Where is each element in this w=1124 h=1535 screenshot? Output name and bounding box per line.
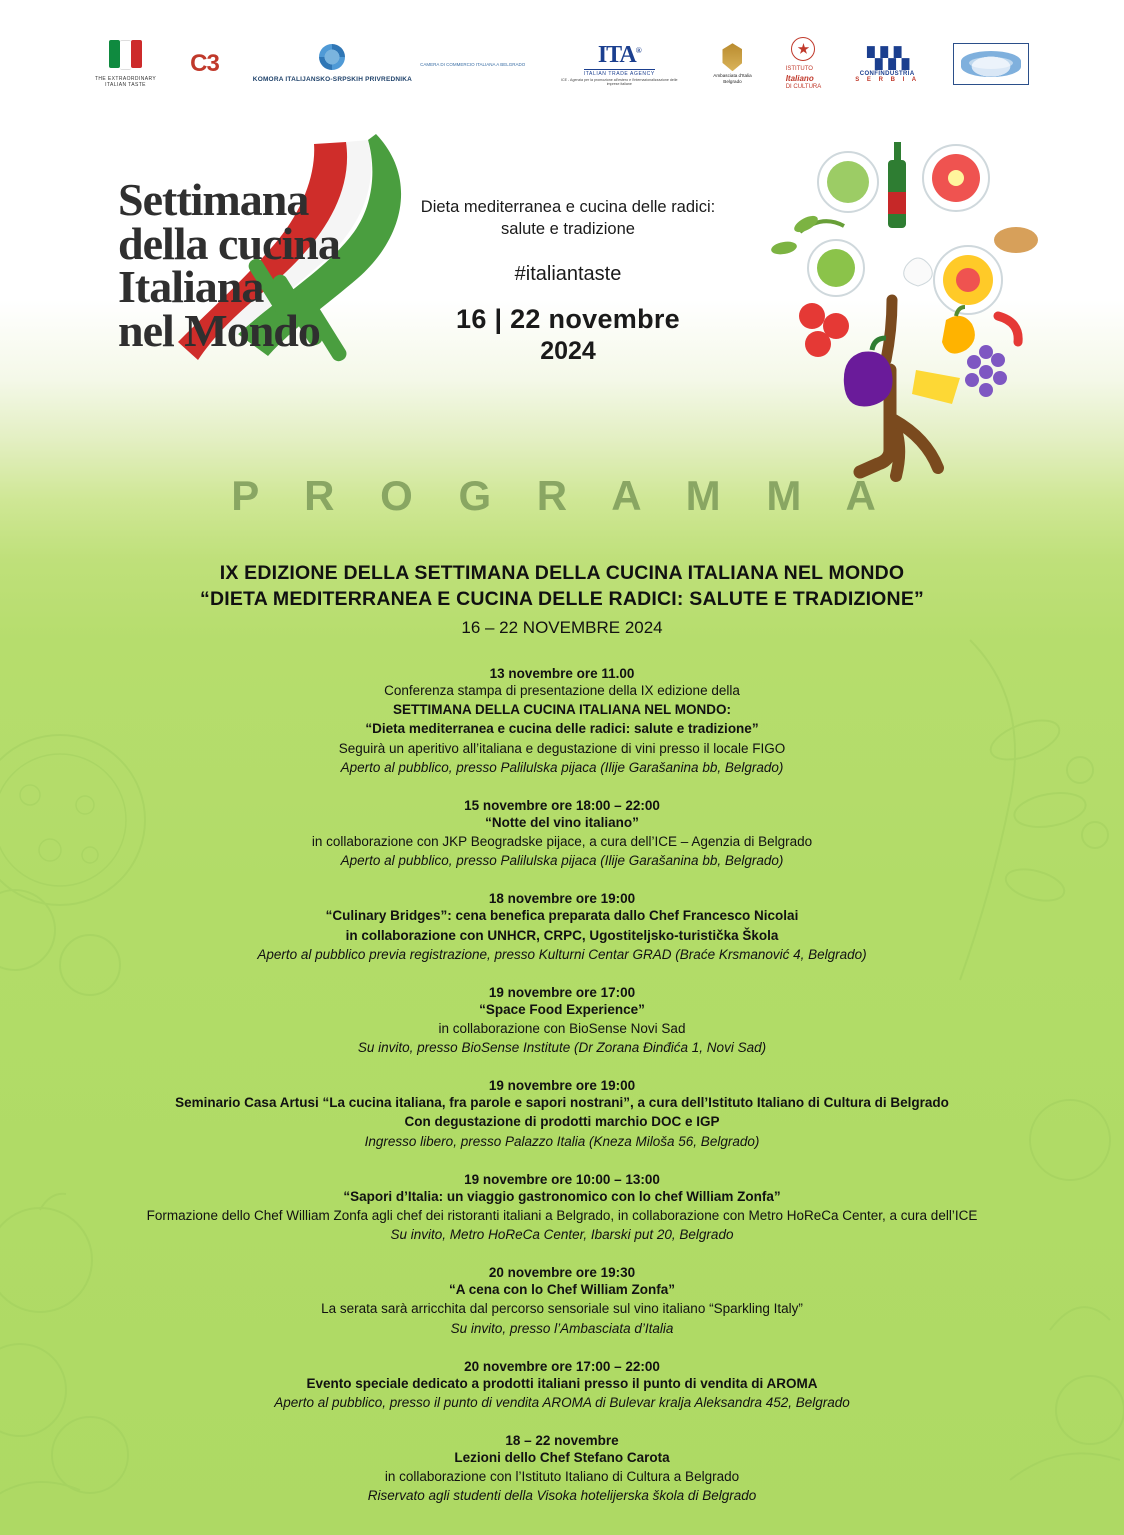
confindustria-icon: ▚▚▚ (867, 47, 908, 70)
event-line: Lezioni dello Chef Stefano Carota (454, 1450, 670, 1466)
program-body (62, 560, 1062, 1527)
event-item (62, 891, 1062, 963)
event-datetime: 19 novembre ore 10:00 – 13:00 (464, 1171, 660, 1187)
event-item (62, 1359, 1062, 1412)
partner-logo-box (953, 43, 1029, 85)
event-datetime: 18 – 22 novembre (505, 1433, 619, 1449)
komora-italijansko-srpskih-privrednika-logo (253, 44, 412, 84)
event-line: SETTIMANA DELLA CUCINA ITALIANA NEL MONDO: (393, 702, 731, 718)
event-datetime: 13 novembre ore 11.00 (489, 666, 635, 682)
claim-line-2: salute e tradizione (501, 220, 635, 239)
event-line: “Notte del vino italiano” (485, 814, 639, 830)
event-line: in collaborazione con UNHCR, CRPC, Ugostiteljsko-turistička Škola (345, 927, 779, 943)
event-item (62, 1078, 1062, 1150)
title-line-4: nel Mondo (118, 305, 320, 357)
event-venue: Su invito, presso BioSense Institute (Dr Zorana Đinđića 1, Novi Sad) (357, 1040, 767, 1056)
c3-logo (190, 50, 219, 78)
event-line: Seminario Casa Artusi “La cucina italiana, fra parole e sapori nostrani”, a cura dell’Istituto Italiano di Cultura di Belgrado (175, 1095, 949, 1111)
event-datetime: 20 novembre ore 17:00 – 22:00 (464, 1358, 660, 1374)
event-line: Seguirà un aperitivo all’italiana e degustazione di vini presso il locale FIGO (338, 740, 786, 756)
ambasciata-italia-belgrado-logo (713, 43, 751, 84)
iic-line1: ISTITUTO (785, 66, 813, 72)
republic-emblem-icon (722, 43, 742, 71)
event-datetime: 20 novembre ore 19:30 (488, 1265, 636, 1281)
confindustria-subtitle: S E R B I A (855, 76, 920, 83)
intro-line-2: “DIETA MEDITERRANEA E CUCINA DELLE RADICI: SALUTE E TRADIZIONE” (200, 588, 924, 611)
italian-taste-flag-logo (95, 40, 156, 89)
event-line: “A cena con lo Chef William Zonfa” (449, 1282, 675, 1298)
title-line-2: della cucina (118, 217, 340, 269)
event-venue: Aperto al pubblico, presso Palilulska pijaca (Ilije Garašanina bb, Belgrado) (340, 759, 784, 775)
iic-text (786, 66, 822, 91)
event-venue: Su invito, presso l’Ambasciata d’Italia (450, 1320, 674, 1336)
event-item (62, 666, 1062, 777)
hashtag: #italiantaste (514, 262, 622, 285)
event-dates: 16 | 22 novembre (456, 303, 680, 334)
italian-taste-logo-caption: THE EXTRAORDINARY ITALIAN TASTE (94, 75, 157, 88)
event-datetime: 19 novembre ore 19:00 (488, 1078, 636, 1094)
event-venue: Su invito, Metro HoReCa Center, Ibarski put 20, Belgrado (390, 1227, 734, 1243)
event-datetime: 15 novembre ore 18:00 – 22:00 (464, 797, 660, 813)
ita-wordmark: ITA® (597, 41, 641, 68)
c3-logo-mark: C3 (190, 50, 219, 77)
event-item (62, 798, 1062, 870)
food-tree-artwork (740, 120, 1070, 520)
event-line: “Sapori d’Italia: un viaggio gastronomico con lo chef William Zonfa” (343, 1188, 781, 1204)
event-line: “Culinary Bridges”: cena benefica preparata dallo Chef Francesco Nicolai (325, 908, 799, 924)
event-line: “Space Food Experience” (479, 1001, 645, 1017)
embassy-caption: Ambasciata d'Italia Belgrado (713, 73, 752, 84)
event-line: in collaborazione con JKP Beogradske pijace, a cura dell’ICE – Agenzia di Belgrado (311, 834, 813, 850)
event-venue: Aperto al pubblico, presso Palilulska pijaca (Ilije Garašanina bb, Belgrado) (340, 853, 784, 869)
event-item (62, 1265, 1062, 1337)
italian-flag-icon (109, 40, 143, 74)
title-line-1: Settimana (118, 174, 309, 225)
title-line-3: Italiana (118, 261, 264, 313)
ita-legal-text: ICE - Agenzia per la promozione all'estero e l'internazionalizzazione delle imprese italiane (561, 77, 678, 86)
event-venue: Aperto al pubblico, presso il punto di vendita AROMA di Bulevar kralja Aleksandra 452, Belgrado (274, 1394, 850, 1410)
intro-line-3: 16 – 22 NOVEMBRE 2024 (461, 617, 663, 637)
event-venue: Ingresso libero, presso Palazzo Italia (Kneza Miloša 56, Belgrado) (364, 1133, 760, 1149)
intro-line-1: IX EDIZIONE DELLA SETTIMANA DELLA CUCINA ITALIANA NEL MONDO (219, 562, 905, 584)
chamber-of-commerce-subtitle: CAMERA DI COMMERCIO ITALIANA A BELGRADO (420, 61, 526, 67)
event-item (62, 1172, 1062, 1244)
claim-line-1: Dieta mediterranea e cucina delle radici: (420, 198, 716, 216)
chamber-of-commerce-icon (319, 44, 345, 70)
istituto-italiano-di-cultura-logo (786, 37, 822, 91)
programma-heading: P R O G R A M M A (231, 472, 893, 519)
event-datetime: 18 novembre ore 19:00 (488, 891, 636, 907)
ita-word-text: ITA (597, 41, 636, 68)
event-line: “Dieta mediterranea e cucina delle radici: salute e tradizione” (365, 721, 759, 737)
ice-italian-trade-agency-logo (559, 42, 679, 87)
event-line: La serata sarà arricchita dal percorso sensoriale sul vino italiano “Sparkling Italy” (321, 1301, 803, 1317)
event-venue: Riservato agli studenti della Visoka hotelijerska škola di Belgrado (367, 1488, 757, 1504)
confindustria-serbia-logo (855, 46, 919, 83)
header-claim-block (418, 196, 718, 366)
confindustria-title: CONFINDUSTRIA (859, 70, 915, 77)
ita-subtitle: ITALIAN TRADE AGENCY (583, 70, 655, 77)
event-datetime: 19 novembre ore 17:00 (488, 984, 636, 1000)
event-line: Formazione dello Chef William Zonfa agli chef dei ristoranti italiani a Belgrado, in collaborazione con Metro HoReCa Center, a cura dell’ICE (146, 1207, 978, 1223)
iic-line3: DI CULTURA (785, 83, 822, 90)
event-venue: Aperto al pubblico previa registrazione, presso Kulturni Centar GRAD (Braće Krsmanović 4, Belgrado) (257, 946, 867, 962)
sponsor-logo-strip (0, 28, 1124, 100)
chamber-of-commerce-title: KOMORA ITALIJANSKO-SRPSKIH PRIVREDNIKA (252, 76, 413, 84)
star-icon (791, 37, 815, 61)
event-item (62, 1433, 1062, 1505)
partner-logo-mark (961, 51, 1021, 77)
iic-line2: Italiano (785, 73, 814, 83)
event-line: in collaborazione con BioSense Novi Sad (438, 1021, 686, 1036)
program-intro (62, 560, 1062, 640)
partner-logo (953, 43, 1029, 85)
event-item (62, 985, 1062, 1057)
event-line: Con degustazione di prodotti marchio DOC e IGP (404, 1114, 720, 1130)
event-line: Evento speciale dedicato a prodotti italiani presso il punto di vendita di AROMA (306, 1375, 818, 1391)
event-line: Conferenza stampa di presentazione della IX edizione della (384, 683, 740, 699)
event-line: in collaborazione con l’Istituto Italiano di Cultura a Belgrado (384, 1469, 740, 1485)
event-year: 2024 (540, 336, 596, 365)
